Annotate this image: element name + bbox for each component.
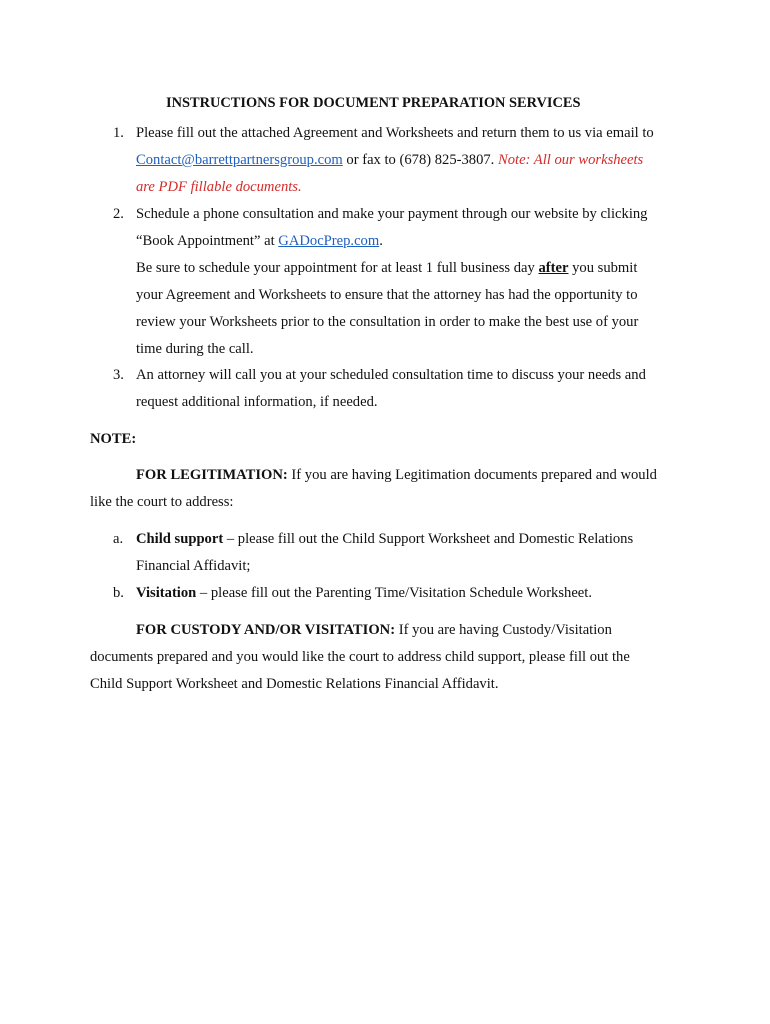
step-2-line-5: review your Worksheets prior to the consultation in order to make the best use of your (136, 314, 639, 330)
child-support-label: Child support (136, 531, 224, 547)
pdf-note-part-2: are PDF fillable documents. (136, 179, 302, 195)
step-2-line-1: Schedule a phone consultation and make your payment through our website by clicking (136, 206, 648, 222)
period: . (379, 233, 383, 249)
step-2-line-3 (136, 259, 637, 277)
schedule-text: Be sure to schedule your appointment for at least 1 full business day (136, 260, 539, 276)
note-heading: NOTE: (90, 431, 137, 447)
visitation-text: – please fill out the Parenting Time/Visitation Schedule Worksheet. (196, 585, 592, 601)
custody-line-3: Child Support Worksheet and Domestic Relations Financial Affidavit. (90, 676, 499, 692)
step-3-line-1: An attorney will call you at your scheduled consultation time to discuss your needs and (136, 367, 646, 383)
sub-item-a-letter: a. (113, 531, 124, 547)
sub-item-b-letter: b. (113, 585, 124, 601)
custody-text: If you are having Custody/Visitation (395, 622, 612, 638)
email-link[interactable]: Contact@barrettpartnersgroup.com (136, 152, 343, 168)
gadocprep-link[interactable]: GADocPrep.com (278, 233, 380, 249)
fax-text: or fax to (678) 825-3807. (342, 152, 498, 168)
pdf-note-part-1: Note: All our worksheets (497, 152, 644, 168)
custody-label: FOR CUSTODY AND/OR VISITATION: (136, 622, 396, 638)
custody-line-1 (136, 621, 612, 639)
custody-line-2: documents prepared and you would like the court to address child support, please fill out the (90, 649, 630, 665)
book-appointment-text: “Book Appointment” at (136, 233, 279, 249)
legitimation-label: FOR LEGITIMATION: (136, 467, 288, 483)
step-2-line-4: your Agreement and Worksheets to ensure that the attorney has had the opportunity to (136, 287, 638, 303)
legitimation-line-1 (136, 466, 657, 484)
step-1-line-2 (136, 151, 643, 169)
step-1-number: 1. (113, 125, 124, 141)
visitation-label: Visitation (136, 585, 197, 601)
step-3-line-2: request additional information, if needed. (136, 394, 378, 410)
legitimation-text: If you are having Legitimation documents prepared and would (287, 467, 657, 483)
step-2-line-2 (136, 232, 383, 250)
after-emphasis: after (538, 260, 569, 276)
document-title: INSTRUCTIONS FOR DOCUMENT PREPARATION SERVICES (166, 95, 581, 111)
step-2-number: 2. (113, 206, 124, 222)
step-3-number: 3. (113, 367, 124, 383)
child-support-text: – please fill out the Child Support Worksheet and Domestic Relations (223, 531, 634, 547)
sub-item-a-line-1 (136, 530, 633, 548)
sub-item-a-line-2: Financial Affidavit; (136, 558, 251, 574)
step-1-line-1: Please fill out the attached Agreement and Worksheets and return them to us via email to (136, 125, 654, 141)
step-2-line-6: time during the call. (136, 341, 254, 357)
legitimation-line-2: like the court to address: (90, 494, 234, 510)
submit-text: you submit (568, 260, 638, 276)
sub-item-b-line-1 (136, 584, 592, 602)
